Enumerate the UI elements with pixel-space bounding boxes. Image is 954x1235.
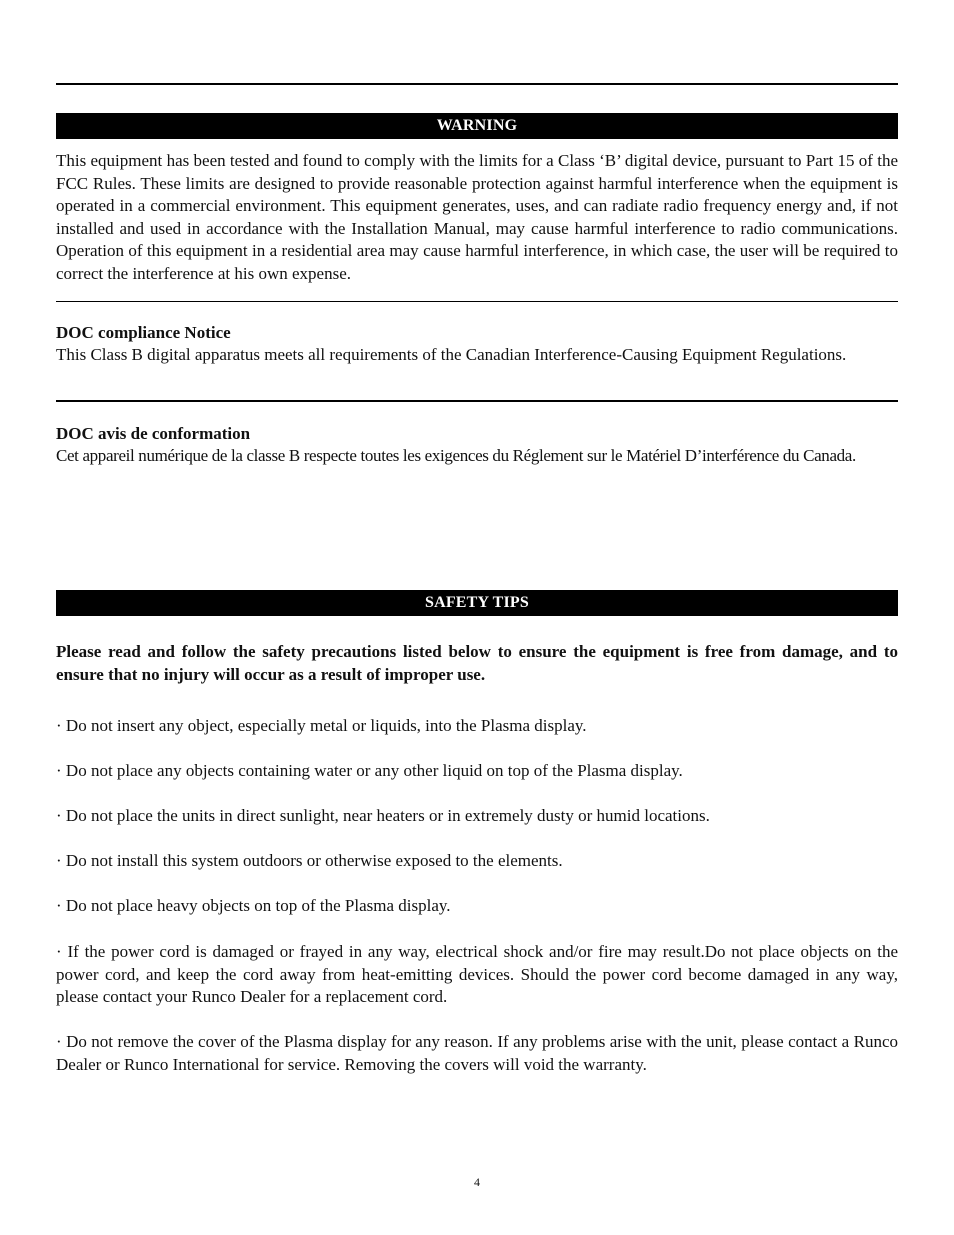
divider-rule-1	[56, 301, 898, 302]
doc-notice-heading: DOC compliance Notice	[56, 323, 231, 342]
doc-avis-heading: DOC avis de conformation	[56, 424, 251, 443]
safety-tip-6: · If the power cord is damaged or frayed in any way, electrical shock and/or fire may result.Do not place objects on the power cord, and keep the cord away from heat-emitting devices. Should the power cord become damaged in any way, please contact your Runco Dealer for a replacement cord.	[56, 942, 898, 1006]
safety-title-bar: SAFETY TIPS	[56, 590, 898, 616]
warning-text: This equipment has been tested and found to comply with the limits for a Class ‘B’ digital device, pursuant to Part 15 of the FCC Rules. These limits are designed to provide reasonable protection against harmful interference when the equipment is operated in a commercial environment. This equipment generates, uses, and can radiate radio frequency energy and, if not installed and used in accordance with the Installation Manual, may cause harmful interference to radio communications. Operation of this equipment in a residential area may cause harmful interference, in which case, the user will be required to correct the interference at his own expense.	[56, 151, 898, 283]
safety-intro: Please read and follow the safety precautions listed below to ensure the equipment is free from damage, and to ensure that no injury will occur as a result of improper use.	[56, 642, 898, 684]
warning-title-bar: WARNING	[56, 113, 898, 139]
safety-tip-3: · Do not place the units in direct sunlight, near heaters or in extremely dusty or humid locations.	[56, 806, 710, 825]
safety-tip-5: · Do not place heavy objects on top of the Plasma display.	[56, 896, 451, 915]
top-rule	[56, 83, 898, 85]
divider-rule-2	[56, 400, 898, 402]
safety-tip-7: · Do not remove the cover of the Plasma display for any reason. If any problems arise with the unit, please contact a Runco Dealer or Runco International for service. Removing the covers will void the warranty.	[56, 1032, 898, 1074]
doc-avis-text: Cet appareil numérique de la classe B respecte toutes les exigences du Réglement sur le Matériel D’interférence du Canada.	[56, 446, 856, 465]
safety-tip-2: · Do not place any objects containing water or any other liquid on top of the Plasma display.	[56, 761, 683, 780]
page-number: 4	[474, 1175, 480, 1189]
doc-notice-text: This Class B digital apparatus meets all requirements of the Canadian Interference-Causing Equipment Regulations.	[56, 345, 847, 364]
safety-tip-1: · Do not insert any object, especially metal or liquids, into the Plasma display.	[56, 716, 587, 735]
safety-tip-4: · Do not install this system outdoors or otherwise exposed to the elements.	[56, 851, 563, 870]
